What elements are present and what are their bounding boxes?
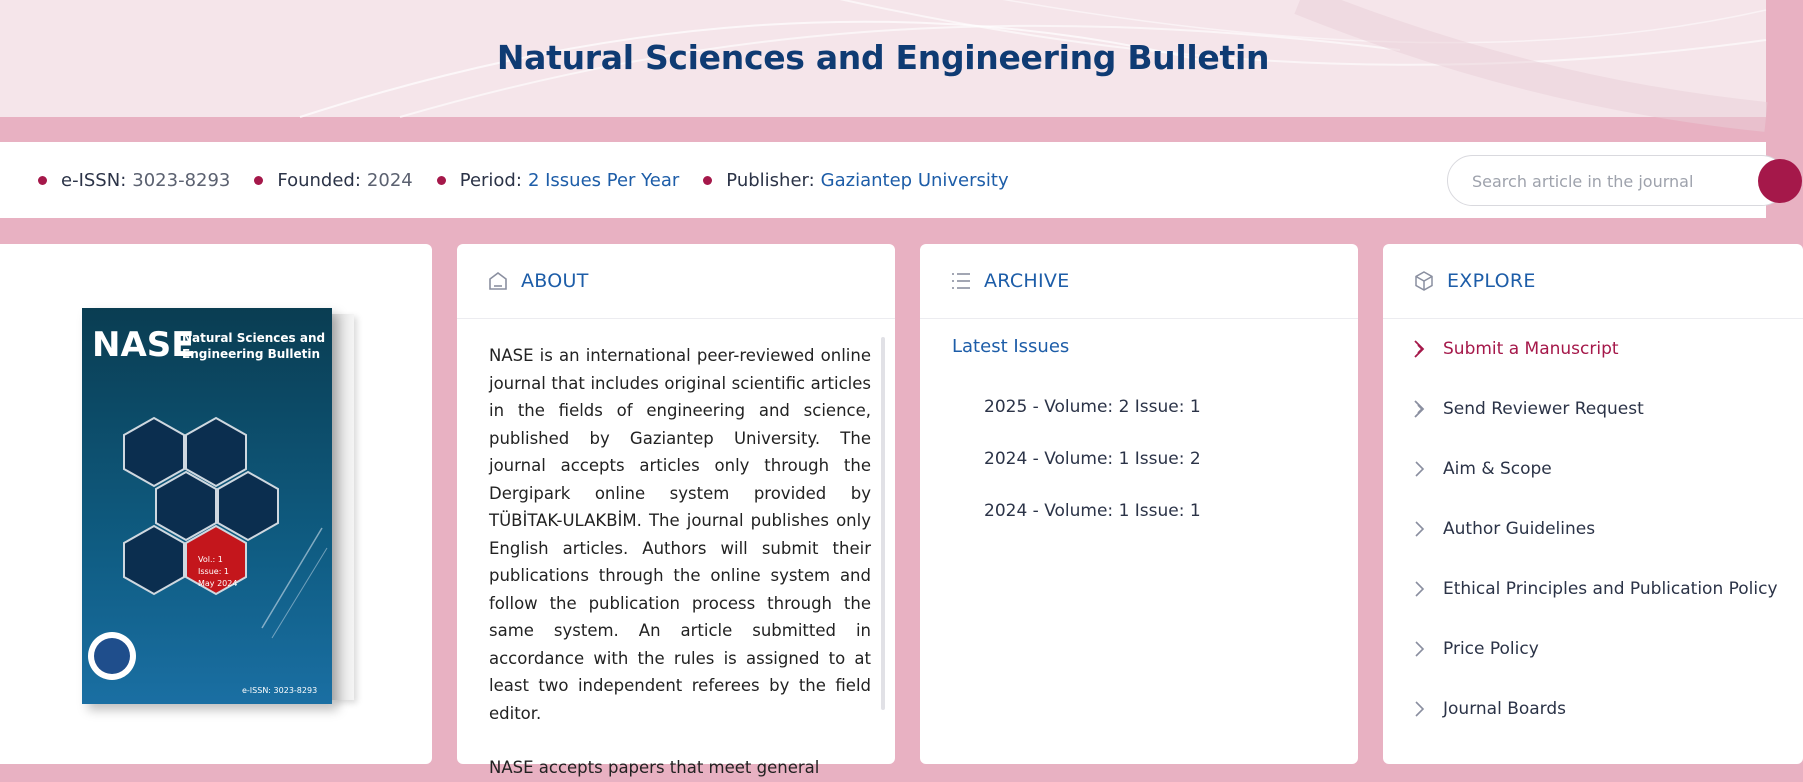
explore-card <box>1383 244 1803 764</box>
cover-title-line2: Engineering Bulletin <box>182 347 321 361</box>
double-chevron-icon <box>1413 399 1427 419</box>
cover-artwork <box>82 308 332 704</box>
explore-item-author-guidelines[interactable] <box>1413 519 1595 539</box>
chevron-right-icon <box>1413 459 1427 479</box>
explore-item-submit-manuscript[interactable] <box>1413 339 1619 359</box>
explore-item-journal-boards[interactable] <box>1413 699 1566 719</box>
explore-item-ethical-principles[interactable] <box>1413 579 1778 599</box>
issue-link[interactable]: 2025 - Volume: 2 Issue: 1 <box>984 397 1201 417</box>
issue-link[interactable]: 2024 - Volume: 1 Issue: 2 <box>984 449 1201 469</box>
explore-item-label: Submit a Manuscript <box>1443 339 1619 359</box>
cover-abbrev: NASE <box>92 325 195 365</box>
cover-eissn: e-ISSN: 3023-8293 <box>242 686 318 695</box>
about-title: ABOUT <box>521 270 589 292</box>
search-button[interactable] <box>1758 159 1802 203</box>
bullet-icon <box>703 176 712 185</box>
archive-title: ARCHIVE <box>984 270 1070 292</box>
cover-issue: Issue: 1 <box>198 567 230 576</box>
chevron-right-icon <box>1413 639 1427 659</box>
explore-item-label: Price Policy <box>1443 639 1539 659</box>
founded-label: Founded: <box>277 169 361 191</box>
about-scrollbar[interactable] <box>881 337 885 710</box>
chevron-right-icon <box>1413 579 1427 599</box>
publisher-label: Publisher: <box>726 169 815 191</box>
explore-item-label: Ethical Principles and Publication Policy <box>1443 579 1778 599</box>
about-card <box>457 244 895 777</box>
list-icon <box>950 270 972 292</box>
period-info <box>437 170 680 191</box>
explore-item-label: Journal Boards <box>1443 699 1567 719</box>
archive-header <box>920 244 1358 319</box>
explore-item-reviewer-request[interactable] <box>1413 399 1644 419</box>
explore-title: EXPLORE <box>1447 270 1536 292</box>
explore-item-label: Author Guidelines <box>1443 519 1596 539</box>
bullet-icon <box>437 176 446 185</box>
eissn-info <box>38 170 230 191</box>
period-value: 2 Issues Per Year <box>527 169 680 191</box>
bullet-icon <box>38 176 47 185</box>
search-input[interactable] <box>1472 168 1702 194</box>
home-icon <box>487 270 509 292</box>
bullet-icon <box>254 176 263 185</box>
publisher-link[interactable]: Gaziantep University <box>820 169 1009 191</box>
cover-title-line1: Natural Sciences and <box>182 331 326 345</box>
period-label: Period: <box>459 169 522 191</box>
cover-vol: Vol.: 1 <box>198 555 223 564</box>
explore-item-label: Send Reviewer Request <box>1443 399 1644 419</box>
double-chevron-icon <box>1413 339 1427 359</box>
cube-icon <box>1413 270 1435 292</box>
about-paragraph: NASE is an international peer-reviewed online journal that includes original scientific articles in the fields of engineering and science, published by Gaziantep University. The journal accepts articles only through the Dergipark online system provided by TÜBİTAK-ULAKBİM. The journal publishes only English articles. Authors will submit their publications through the online system and follow the publication process through the same system. An article submitted in accordance with the rules is assigned to at least two independent referees by the field editor. <box>489 346 871 723</box>
publisher-info <box>703 170 1008 191</box>
about-paragraph: NASE accepts papers that meet general <box>489 758 820 777</box>
issue-link[interactable]: 2024 - Volume: 1 Issue: 1 <box>984 501 1201 521</box>
chevron-right-icon <box>1413 699 1427 719</box>
explore-item-aim-scope[interactable] <box>1413 459 1552 479</box>
explore-item-price-policy[interactable] <box>1413 639 1539 659</box>
explore-header <box>1383 244 1803 319</box>
about-header <box>457 244 895 319</box>
cover-date: May 2024 <box>198 579 238 588</box>
latest-issues-heading: Latest Issues <box>952 336 1070 357</box>
journal-search <box>1447 155 1787 206</box>
cover-pages-edge <box>332 314 354 700</box>
founded-info <box>254 170 412 191</box>
archive-card <box>920 244 1358 764</box>
about-text <box>489 342 871 782</box>
founded-value: 2024 <box>366 169 413 191</box>
eissn-label: e-ISSN: <box>61 169 127 191</box>
explore-item-label: Aim & Scope <box>1443 459 1552 479</box>
journal-header <box>0 0 1766 117</box>
journal-title: Natural Sciences and Engineering Bulletin <box>496 38 1270 77</box>
chevron-right-icon <box>1413 519 1427 539</box>
eissn-value: 3023-8293 <box>132 169 231 191</box>
